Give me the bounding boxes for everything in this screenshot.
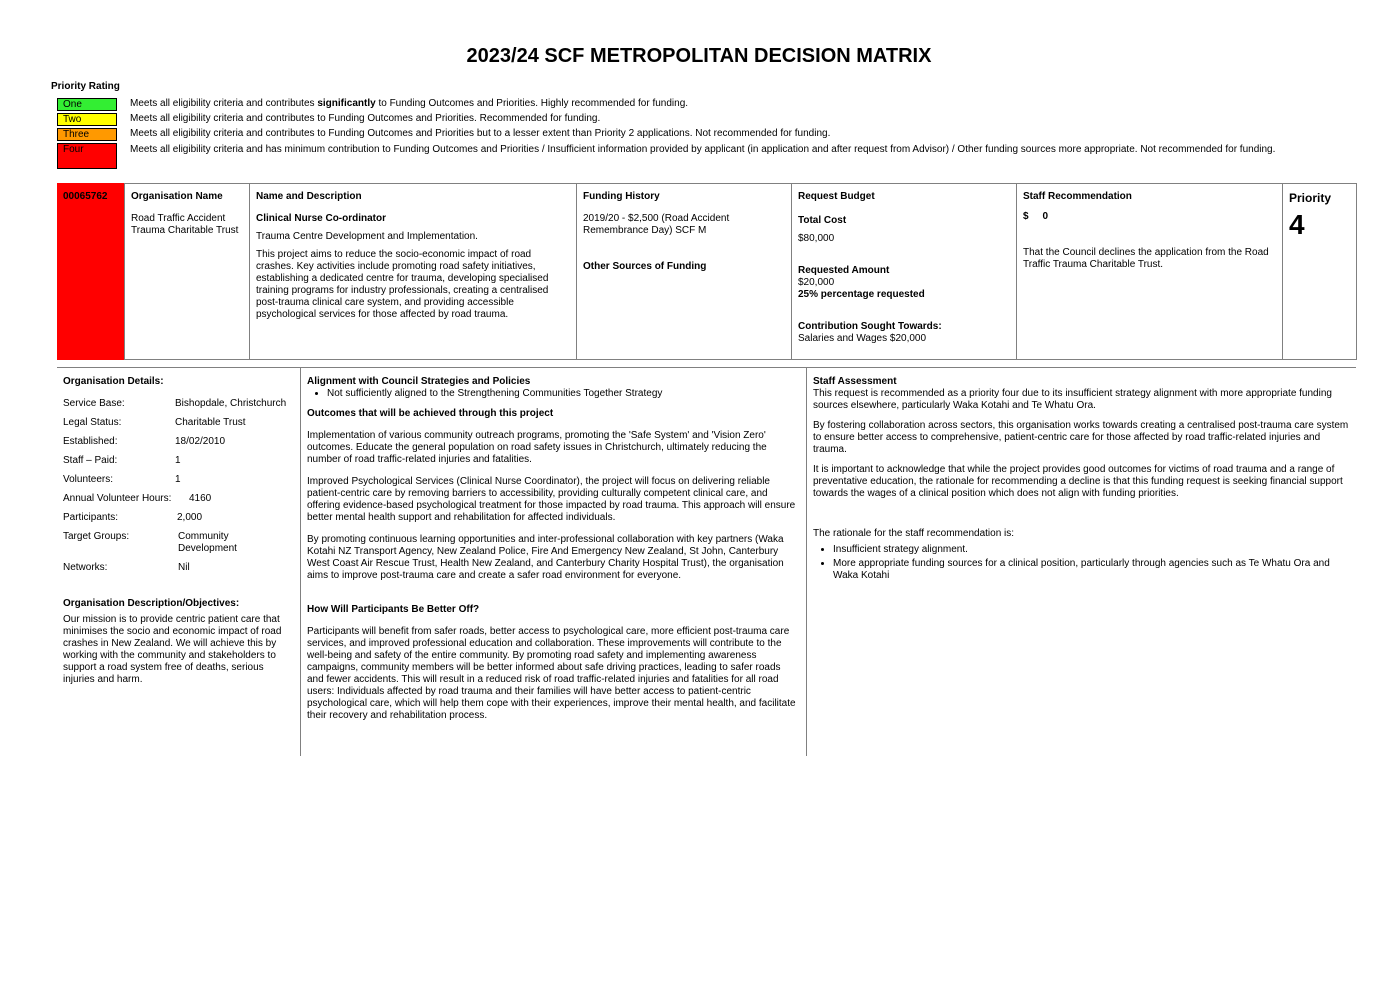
detail-row-staff-paid: Staff – Paid: 1: [63, 455, 181, 466]
priority-desc-two: Meets all eligibility criteria and contributes to Funding Outcomes and Priorities. Recommended for funding.: [130, 113, 601, 124]
priority-level-two: [57, 113, 117, 126]
outcome-paragraph: Implementation of various community outreach programs, promoting the 'Safe System' and 'Vision Zero' outcomes. Educate the general population on road safety issues in Christchurch, ultimately reducing the number of road traffic-related injuries and fatalities.: [307, 430, 767, 465]
org-description: Our mission is to provide centric patient care that minimises the socio and economic impact of road crashes in New Zealand. We will achieve this by working with the community and stakeholders to support a road system free of deaths, serious injuries and harm.: [63, 614, 282, 685]
name-description-heading: Name and Description: [256, 191, 362, 202]
better-off-text: Participants will benefit from safer roads, better access to psychological care, more efficient post-trauma care services, and improved professional education and collaboration. These improvements will contribute to the well-being and safety of the entire community. By promoting road safety and implementing awareness campaigns, community members will be better informed about safe driving practices, leading to safer roads and fewer accidents. This will result in a reduced risk of road traffic-related injuries and fatalities for all road users: Individuals affected by road trauma and their families will have better access to patient-centric psychological care, which will help them cope with their experiences, improve their mental health, and facilitate their recovery and rehabilitation process.: [307, 626, 796, 721]
total-cost-value: $80,000: [798, 233, 835, 244]
assessment-paragraph: It is important to acknowledge that while the project provides good outcomes for victims of road trauma and a range of preventative education, the rationale for recommending a decline is that this funding request is seeking financial support towards the wages of a clinical position which does not align with funding priorities.: [813, 464, 1343, 499]
priority-level-four: [57, 143, 117, 169]
outcomes-heading: Outcomes that will be achieved through this project: [307, 408, 554, 419]
org-details-heading: Organisation Details:: [63, 376, 164, 387]
priority-level-one: [57, 98, 117, 111]
request-budget-heading: Request Budget: [798, 191, 875, 202]
alignment-bullet: • Not sufficiently aligned to the Strengthening Communities Together Strategy: [327, 388, 800, 400]
org-name-heading: Organisation Name: [131, 191, 223, 202]
staff-recommendation-amount: $ 0: [1023, 211, 1049, 222]
alignment-heading: Alignment with Council Strategies and Policies: [307, 376, 531, 387]
detail-row-service-base: Service Base: Bishopdale, Christchurch: [63, 398, 287, 409]
funding-history-heading: Funding History: [583, 191, 660, 202]
rationale-intro: The rationale for the staff recommendation is:: [813, 528, 1015, 539]
detail-row-target-groups: Target Groups: Community Development: [63, 531, 237, 554]
priority-swatch-four: Four: [57, 143, 117, 169]
alignment-section: [301, 368, 806, 756]
priority-desc-three: Meets all eligibility criteria and contributes to Funding Outcomes and Priorities but to a lesser extent than Priority 2 applications. Not recommended for funding.: [130, 128, 831, 139]
org-description-heading: Organisation Description/Objectives:: [63, 598, 240, 609]
org-name-cell: [124, 183, 249, 360]
project-subtitle: Trauma Centre Development and Implementation.: [256, 231, 478, 242]
application-id-cell: [57, 183, 124, 360]
priority-value: 4: [1289, 209, 1305, 240]
detail-row-participants: Participants: 2,000: [63, 512, 203, 523]
rationale-item: • More appropriate funding sources for a clinical position, particularly through agencies such as Te Whatu Ora and Waka Kotahi: [833, 558, 1350, 582]
priority-rating-heading: Priority Rating: [51, 81, 120, 92]
org-name: Road Traffic Accident Trauma Charitable Trust: [131, 213, 239, 236]
contribution-label: Contribution Sought Towards:: [798, 321, 942, 332]
requested-amount-label: Requested Amount: [798, 265, 890, 276]
priority-swatch-one: One: [57, 98, 117, 111]
project-title: Clinical Nurse Co-ordinator: [256, 213, 387, 224]
detail-row-volunteer-hours: Annual Volunteer Hours: 4160: [63, 493, 212, 504]
outcome-paragraph: Improved Psychological Services (Clinical Nurse Coordinator), the project will focus on delivering reliable patient-centric care by removing barriers to accessibility, providing culturally competent clinical care, and offering evidence-based psychological treatment for those impacted by road trauma. This approach will ensure better mental health support and rehabilitation for affected individuals.: [307, 476, 796, 523]
priority-swatch-three: Three: [57, 128, 117, 141]
rationale-item: • Insufficient strategy alignment.: [833, 544, 1350, 556]
detail-row-established: Established: 18/02/2010: [63, 436, 226, 447]
detail-row-networks: Networks: Nil: [63, 562, 190, 573]
detail-row-volunteers: Volunteers: 1: [63, 474, 181, 485]
outcome-paragraph: By promoting continuous learning opportunities and inter-professional collaboration with key partners (Waka Kotahi NZ Transport Agency, New Zealand Police, Fire And Emergency New Zealand, St John, Canterbury West Coast Air Rescue Trust, Health New Zealand, and Canterbury Charity Hospital Trust), the organisation aims to improve post-trauma care and create a safer road environment for everyone.: [307, 534, 784, 581]
requested-amount-value: $20,000: [798, 277, 835, 288]
percentage-requested: 25% percentage requested: [798, 289, 925, 300]
better-off-heading: How Will Participants Be Better Off?: [307, 604, 480, 615]
priority-level-three: [57, 128, 117, 141]
staff-recommendation-heading: Staff Recommendation: [1023, 191, 1132, 202]
page-title: 2023/24 SCF METROPOLITAN DECISION MATRIX: [466, 45, 932, 67]
priority-swatch-two: Two: [57, 113, 117, 126]
project-description: This project aims to reduce the socio-economic impact of road crashes. Key activities include promoting road safety initiatives, establishing a dedicated centre for trauma, developing specialised training programs for industry professionals, creating a centralised post-trauma clinical care system, and providing accessible psychological services for those affected by road trauma.: [256, 249, 549, 320]
alignment-list: [307, 388, 800, 400]
funding-history-cell: [576, 183, 791, 360]
detail-row-legal-status: Legal Status: Charitable Trust: [63, 417, 246, 428]
staff-assessment-heading: Staff Assessment: [813, 376, 897, 387]
request-budget-cell: [791, 183, 1016, 360]
priority-heading: Priority: [1289, 191, 1332, 205]
total-cost-label: Total Cost: [798, 215, 847, 226]
funding-history: 2019/20 - $2,500 (Road Accident Remembrance Day) SCF M: [583, 213, 730, 236]
name-description-cell: [249, 183, 576, 360]
application-id: 00065762: [63, 191, 108, 202]
rationale-list: [813, 544, 1350, 582]
organisation-details-section: [57, 368, 300, 756]
priority-desc-one: Meets all eligibility criteria and contributes significantly to Funding Outcomes and Priorities. Highly recommended for funding.: [130, 98, 689, 109]
assessment-paragraph: This request is recommended as a priority four due to its insufficient strategy alignment with more appropriate funding sources elsewhere, particularly Waka Kotahi and Te Whatu Ora.: [813, 388, 1332, 411]
contribution-value: Salaries and Wages $20,000: [798, 333, 927, 344]
assessment-paragraph: By fostering collaboration across sectors, this organisation works towards creating a centralised post-trauma care system to ensure better access to comprehensive, patient-centric care for those affected by road traffic-related injuries and trauma.: [813, 420, 1349, 455]
staff-recommendation-text: That the Council declines the application from the Road Traffic Trauma Charitable Trust.: [1023, 247, 1269, 270]
staff-assessment-section: [807, 368, 1356, 756]
staff-recommendation-cell: [1016, 183, 1282, 360]
other-sources-heading: Other Sources of Funding: [583, 261, 707, 272]
priority-cell: [1282, 183, 1357, 360]
priority-desc-four: Meets all eligibility criteria and has minimum contribution to Funding Outcomes and Priorities / Insufficient information provided by applicant (in application and after request from Advisor) / Other funding sources more appropriate. Not recommended for funding.: [130, 144, 1276, 155]
